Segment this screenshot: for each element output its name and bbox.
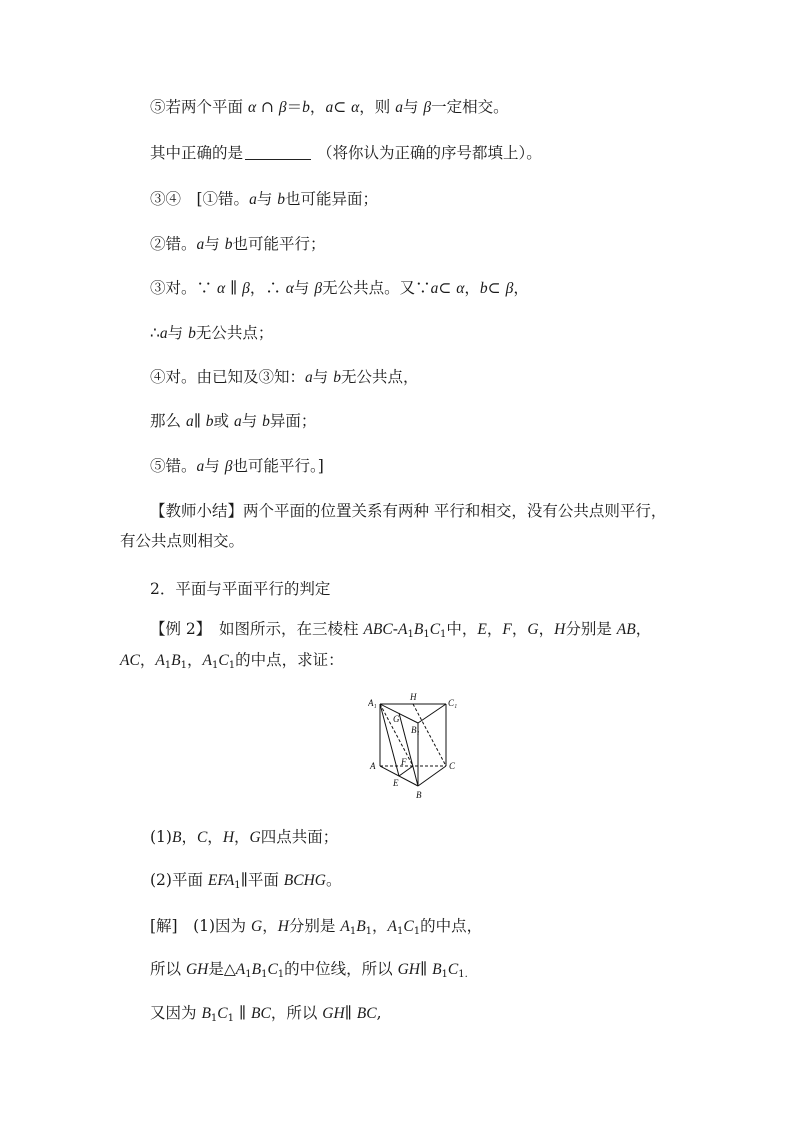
- segment-ef: [399, 766, 413, 776]
- question-suffix: （将你认为正确的序号都填上）。: [317, 144, 542, 162]
- section-title: 2．平面与平面平行的判定: [150, 580, 331, 598]
- proof-item-2: (2)平面 $EFA_1\parallel$平面 BCHG。: [150, 871, 342, 891]
- answer-line-4: ∴a与 b无公共点；: [150, 324, 274, 342]
- solution-line-3: 又因为 $B_1C_1$ ∥ BC，所以 GH∥ BC,: [150, 1004, 382, 1024]
- statement-5: ⑤若两个平面 α ∩ β＝b，a⊂ α，则 a与 β一定相交。: [150, 98, 509, 116]
- answer-line-7: ⑤错。a与 β也可能平行。]: [150, 457, 324, 475]
- answer-line-5: ④对。由已知及③知：a与 b无公共点，: [150, 368, 419, 386]
- label-c: C: [449, 761, 456, 771]
- label-g: G: [393, 714, 400, 724]
- question-fill-blank: [150, 142, 542, 164]
- label-e: E: [393, 778, 399, 788]
- label-a1: A₁: [368, 698, 377, 708]
- solution-line-2: 所以 GH是$\triangle A_1B_1C_1$的中位线，所以 GH∥ $B_1C_{1.}$: [150, 960, 468, 980]
- edge-b1c1: [418, 704, 446, 723]
- answer-line-3: ③对。∵ α ∥ β，∴ α与 β无公共点。又∵a⊂ α，b⊂ β，: [150, 279, 529, 297]
- answer-blank: [245, 143, 311, 160]
- triangular-prism-figure: [368, 688, 462, 806]
- answer-line-2: ②错。a与 b也可能平行；: [150, 235, 326, 253]
- label-a: A: [370, 761, 376, 771]
- label-f: F: [401, 757, 407, 767]
- question-prefix: 其中正确的是: [150, 144, 244, 162]
- label-h: H: [410, 692, 417, 702]
- solution-line-1: [解] (1)因为 G，H分别是 $A_1B_1$，$A_1C_1$的中点，: [150, 917, 483, 937]
- answer-line-6: 那么 a∥ b或 a与 b异面；: [150, 412, 317, 430]
- edge-bc: [418, 766, 446, 786]
- example-2-heading: 【例 2】 如图所示，在三棱柱 ABC-$A_1B_1C_1$中，E，F，G，H分别是 AB，AC，$A_1B_1$，$A_1C_1$的中点，求证：: [120, 620, 652, 671]
- label-b1: B₁: [411, 725, 420, 735]
- proof-item-1: (1)B，C，H，G四点共面；: [150, 828, 339, 846]
- answer-line-1: ③④ [①错。a与 b也可能异面；: [150, 190, 379, 208]
- label-c1: C₁: [448, 698, 458, 708]
- teacher-summary: 【教师小结】两个平面的位置关系有两种 平行和相交，没有公共点则平行，有公共点则相交。: [120, 502, 667, 550]
- segment-gb: [399, 713, 418, 786]
- label-b: B: [416, 790, 422, 800]
